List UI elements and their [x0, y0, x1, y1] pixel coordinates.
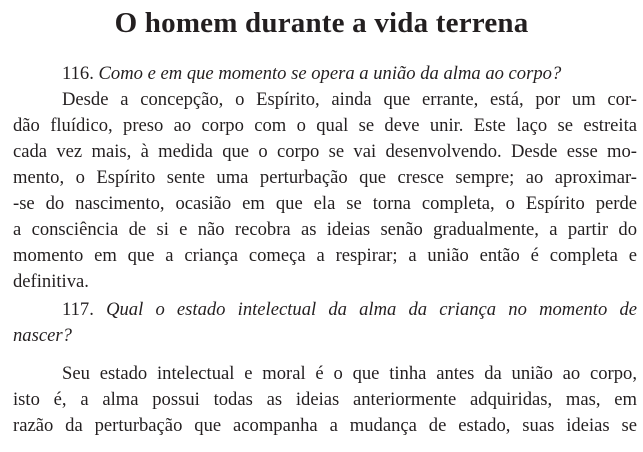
- question-text: Qual o estado intelectual da alma da criança no momento de: [106, 299, 637, 320]
- answer-line: dão fluídico, preso ao corpo com o qual se deve unir. Este laço se estreita: [13, 115, 637, 136]
- answer-line: mento, o Espírito sente uma perturbação que cresce sempre; ao aproximar-: [13, 167, 637, 188]
- answer-line: -se do nascimento, ocasião em que ela se torna completa, o Espírito perde: [13, 193, 637, 214]
- answer-line: Seu estado intelectual e moral é o que tinha antes da união ao corpo,: [62, 363, 637, 384]
- question-text: Como e em que momento se opera a união da alma ao corpo?: [98, 63, 562, 84]
- question-text-continued: [13, 325, 637, 347]
- question-116-line: [13, 63, 637, 85]
- answer-line: razão da perturbação que acompanha a mudança de estado, suas ideias se: [13, 415, 637, 436]
- question-number: 117.: [62, 299, 94, 320]
- question-number: 116.: [62, 63, 94, 84]
- answer-line: cada vez mais, à medida que o corpo se vai desenvolvendo. Desde esse mo-: [13, 141, 637, 162]
- chapter-title: O homem durante a vida terrena: [114, 7, 529, 39]
- answer-line: a consciência de si e não recobra as ideias senão gradualmente, a partir do: [13, 219, 637, 240]
- answer-line: isto é, a alma possui todas as ideias anteriormente adquiridas, mas, em: [13, 389, 637, 410]
- answer-line: momento em que a criança começa a respirar; a união então é completa e: [13, 245, 637, 266]
- answer-line: Desde a concepção, o Espírito, ainda que errante, está, por um cor-: [62, 89, 637, 110]
- question-text: nascer?: [13, 325, 72, 346]
- question-117-line: [13, 299, 637, 321]
- answer-line: definitiva.: [13, 271, 89, 292]
